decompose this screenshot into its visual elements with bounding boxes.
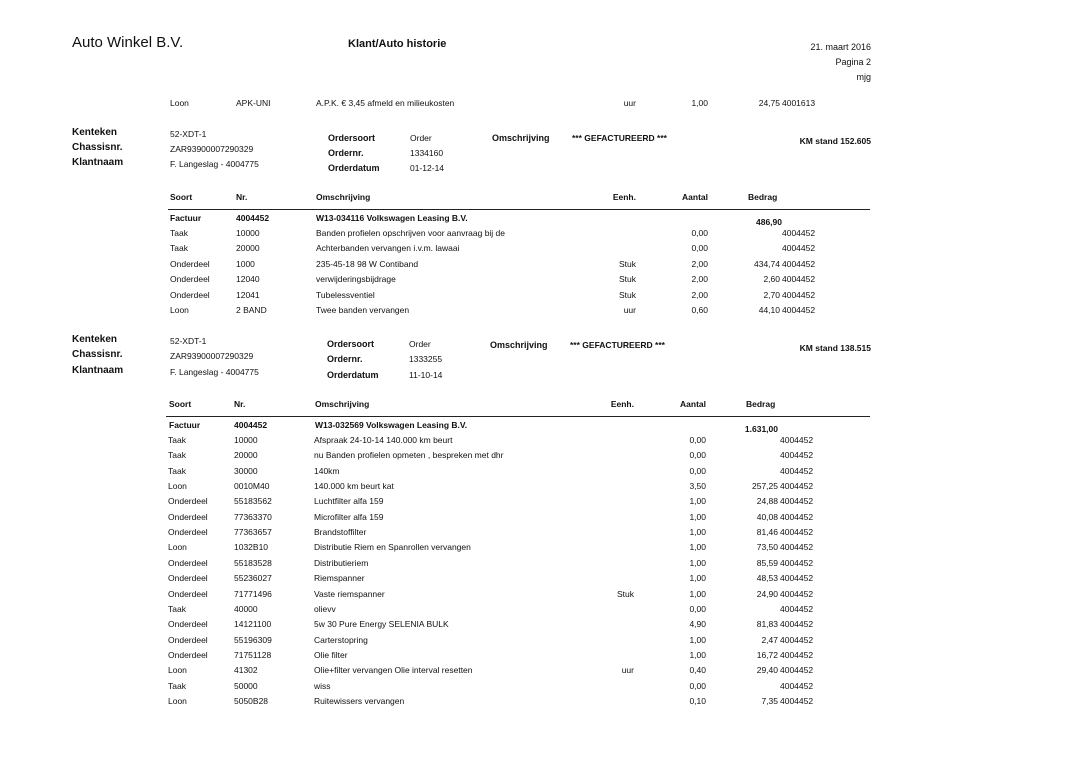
cell-factuurnr: 4004452 (780, 465, 814, 476)
cell-soort: Onderdeel (168, 588, 208, 599)
cell-nr: 10000 (236, 228, 260, 238)
cell-soort: Factuur (169, 420, 201, 430)
cell-aantal: 1,00 (689, 511, 706, 522)
header-divider (168, 209, 870, 210)
cell-bedrag: 81,46 (756, 527, 778, 538)
cell-soort: Onderdeel (168, 634, 208, 645)
cell-soort: Factuur (170, 213, 202, 223)
table-row (0, 290, 1074, 304)
carry-over-row (0, 98, 1074, 112)
cell-aantal: 1,00 (689, 573, 706, 584)
table-row (0, 650, 1072, 664)
cell-soort: Onderdeel (168, 573, 208, 584)
cell-nr: 50000 (234, 680, 258, 691)
cell-omschrijving: A.P.K. € 3,45 afmeld en milieukosten (316, 98, 455, 108)
col-omschrijving-header: Omschrijving (316, 192, 371, 202)
cell-factuurnr: 4004452 (780, 634, 814, 645)
cell-soort: Taak (168, 450, 186, 461)
ordersoort-label: Ordersoort (327, 339, 375, 349)
cell-factuurnr: 4004452 (780, 619, 814, 630)
cell-factuurnr: 4004452 (780, 527, 814, 538)
document-title: Klant/Auto historie (348, 38, 447, 50)
cell-omschrijving: Twee banden vervangen (316, 305, 410, 315)
table-row (0, 696, 1072, 710)
table-row (0, 665, 1072, 679)
cell-nr: 1032B10 (234, 542, 269, 553)
table-row (0, 604, 1072, 618)
cell-bedrag: 44,10 (758, 305, 780, 315)
col-nr-header: Nr. (236, 192, 248, 202)
cell-factuurnr: 4004452 (782, 305, 816, 315)
cell-aantal: 0,00 (689, 680, 706, 691)
cell-omschrijving: Ruitewissers vervangen (314, 695, 405, 706)
cell-aantal: 1,00 (689, 542, 706, 553)
ordernr-value: 1334160 (410, 148, 444, 158)
omschrijving-label: Omschrijving (492, 133, 550, 143)
cell-aantal: 0,00 (689, 603, 706, 614)
header-divider (166, 416, 870, 417)
cell-factuurnr: 4004452 (780, 481, 814, 492)
omschrijving-label: Omschrijving (490, 340, 548, 350)
cell-nr: 77363657 (234, 527, 272, 538)
table-row (0, 589, 1072, 603)
cell-aantal: 1,00 (689, 496, 706, 507)
table-row (0, 527, 1072, 541)
cell-omschrijving: Vaste riemspanner (314, 588, 385, 599)
cell-aantal: 0,00 (689, 465, 706, 476)
cell-factuurnr: 4004452 (782, 274, 816, 285)
cell-omschrijving: Olie+filter vervangen Olie interval resetten (314, 665, 473, 676)
cell-omschrijving: Microfilter alfa 159 (314, 511, 384, 522)
klantnaam-value: F. Langeslag - 4004775 (170, 159, 259, 169)
ordernr-label: Ordernr. (328, 148, 364, 158)
status-badge: *** GEFACTUREERD *** (570, 340, 665, 350)
cell-bedrag: 40,08 (756, 511, 778, 522)
ordersoort-value: Order (410, 133, 432, 143)
cell-nr: 4004452 (234, 420, 268, 430)
cell-soort: Loon (168, 481, 187, 492)
cell-aantal: 1,00 (689, 588, 706, 599)
cell-factuurnr: 4004452 (780, 680, 814, 691)
invoice-total: 486,90 (756, 217, 782, 227)
cell-nr: 55196309 (234, 634, 272, 645)
cell-eenheid: Stuk (618, 258, 636, 269)
table-header (0, 399, 1074, 413)
orderdatum-label: Orderdatum (328, 163, 380, 173)
cell-aantal: 4,90 (689, 619, 706, 630)
cell-bedrag: 257,25 (752, 481, 778, 492)
cell-omschrijving: Carterstopring (314, 634, 368, 645)
km-stand: KM stand 138.515 (799, 343, 871, 353)
cell-omschrijving: Riemspanner (314, 573, 365, 584)
cell-nr: 5050B28 (234, 695, 269, 706)
chassisnr-label: Chassisnr. (72, 142, 123, 153)
cell-soort: Taak (168, 603, 186, 614)
cell-factuurnr: 4001613 (782, 98, 816, 108)
cell-soort: Onderdeel (168, 649, 208, 660)
cell-factuurnr: 4004452 (780, 573, 814, 584)
table-row (0, 681, 1072, 695)
cell-omschrijving: olievv (314, 603, 336, 614)
cell-bedrag: 434,74 (754, 258, 780, 269)
cell-omschrijving: Distributie Riem en Spanrollen vervangen (314, 542, 471, 553)
company-name: Auto Winkel B.V. (72, 34, 184, 51)
cell-soort: Onderdeel (170, 258, 210, 269)
cell-omschrijving: Achterbanden vervangen i.v.m. lawaai (316, 243, 460, 254)
cell-bedrag: 24,75 (758, 98, 780, 108)
cell-aantal: 1,00 (689, 557, 706, 568)
cell-factuurnr: 4004452 (780, 588, 814, 599)
cell-nr: 4004452 (236, 213, 270, 223)
cell-omschrijving: 140.000 km beurt kat (314, 481, 394, 492)
table-row (0, 243, 1074, 257)
kenteken-label: Kenteken (72, 127, 118, 138)
cell-nr: 20000 (236, 243, 260, 254)
page-number: Pagina 2 (835, 57, 871, 67)
cell-omschrijving: 235-45-18 98 W Contiband (316, 258, 419, 269)
cell-nr: 55183562 (234, 496, 272, 507)
cell-aantal: 0,00 (689, 450, 706, 461)
table-row (0, 228, 1074, 242)
cell-bedrag: 85,59 (756, 557, 778, 568)
cell-nr: 40000 (234, 603, 258, 614)
cell-omschrijving: Olie filter (314, 649, 348, 660)
table-row (0, 259, 1074, 273)
cell-eenheid: Stuk (616, 588, 634, 599)
invoice-row (0, 420, 1074, 434)
orderdatum-value: 11-10-14 (409, 370, 443, 380)
km-stand: KM stand 152.605 (799, 136, 871, 146)
cell-factuurnr: 4004452 (782, 289, 816, 300)
cell-bedrag: 73,50 (756, 542, 778, 553)
cell-soort: Taak (170, 228, 188, 238)
cell-omschrijving: wiss (314, 680, 331, 691)
cell-eenheid: uur (623, 98, 636, 108)
cell-nr: 0010M40 (234, 481, 270, 492)
cell-omschrijving: Afspraak 24-10-14 140.000 km beurt (314, 435, 453, 445)
table-row (0, 558, 1072, 572)
col-soort-header: Soort (170, 192, 193, 202)
col-soort-header: Soort (169, 399, 192, 409)
cell-eenheid: uur (623, 305, 636, 315)
cell-soort: Onderdeel (168, 496, 208, 507)
klantnaam-label: Klantnaam (72, 365, 124, 376)
cell-factuurnr: 4004452 (780, 496, 814, 507)
table-row (0, 481, 1072, 495)
cell-omschrijving: Luchtfilter alfa 159 (314, 496, 384, 507)
cell-aantal: 1,00 (689, 527, 706, 538)
cell-nr: 1000 (236, 258, 255, 269)
cell-factuurnr: 4004452 (782, 228, 816, 238)
table-row (0, 635, 1072, 649)
cell-eenheid: Stuk (618, 274, 636, 285)
cell-omschrijving: 140km (314, 465, 340, 476)
cell-omschrijving: Distributieriem (314, 557, 369, 568)
cell-bedrag: 2,60 (763, 274, 780, 285)
cell-soort: Onderdeel (170, 289, 210, 300)
cell-soort: Loon (168, 542, 187, 553)
cell-nr: 12041 (236, 289, 260, 300)
cell-nr: 55236027 (234, 573, 272, 584)
orderdatum-label: Orderdatum (327, 370, 379, 380)
cell-soort: Onderdeel (168, 619, 208, 630)
col-bedrag-header: Bedrag (746, 399, 776, 409)
table-row (0, 305, 1074, 319)
print-date: 21. maart 2016 (810, 42, 871, 52)
ordersoort-label: Ordersoort (328, 133, 376, 143)
cell-aantal: 0,00 (689, 435, 706, 445)
table-row (0, 573, 1072, 587)
cell-nr: 71771496 (234, 588, 272, 599)
cell-aantal: 0,00 (691, 243, 708, 254)
cell-bedrag: 24,90 (756, 588, 778, 599)
cell-bedrag: 7,35 (761, 695, 778, 706)
kenteken-value: 52-XDT-1 (170, 336, 207, 346)
cell-factuurnr: 4004452 (780, 603, 814, 614)
col-eenheid-header: Eenh. (610, 399, 634, 409)
cell-factuurnr: 4004452 (780, 557, 814, 568)
cell-nr: 30000 (234, 465, 258, 476)
table-row (0, 435, 1072, 449)
cell-nr: 10000 (234, 435, 258, 445)
table-row (0, 619, 1072, 633)
cell-soort: Onderdeel (168, 557, 208, 568)
cell-factuurnr: 4004452 (780, 542, 814, 553)
cell-soort: Loon (168, 665, 187, 676)
cell-aantal: 1,00 (689, 634, 706, 645)
cell-factuurnr: 4004452 (780, 665, 814, 676)
col-bedrag-header: Bedrag (748, 192, 778, 202)
cell-nr: 41302 (234, 665, 258, 676)
cell-nr: 14121100 (234, 619, 272, 630)
cell-aantal: 2,00 (691, 274, 708, 285)
cell-nr: APK-UNI (236, 98, 271, 108)
cell-soort: Loon (168, 695, 187, 706)
cell-soort: Onderdeel (170, 274, 210, 285)
cell-aantal: 0,40 (689, 665, 706, 676)
ordersoort-value: Order (409, 339, 431, 349)
cell-nr: 71751128 (234, 649, 272, 660)
col-nr-header: Nr. (234, 399, 246, 409)
cell-aantal: 2,00 (691, 258, 708, 269)
cell-omschrijving: W13-032569 Volkswagen Leasing B.V. (315, 420, 468, 430)
cell-eenheid: uur (621, 665, 634, 676)
cell-factuurnr: 4004452 (780, 649, 814, 660)
orderdatum-value: 01-12-14 (410, 163, 445, 173)
col-aantal-header: Aantal (682, 192, 708, 202)
cell-nr: 20000 (234, 450, 258, 461)
cell-bedrag: 2,70 (763, 289, 780, 300)
chassisnr-label: Chassisnr. (72, 349, 123, 360)
col-aantal-header: Aantal (680, 399, 706, 409)
cell-bedrag: 48,53 (756, 573, 778, 584)
ordernr-label: Ordernr. (327, 354, 363, 364)
cell-bedrag: 24,88 (756, 496, 778, 507)
cell-aantal: 1,00 (691, 98, 708, 108)
table-row (0, 542, 1072, 556)
cell-omschrijving: Tubelessventiel (316, 289, 375, 300)
cell-omschrijving: W13-034116 Volkswagen Leasing B.V. (316, 213, 468, 223)
cell-soort: Loon (170, 98, 189, 108)
cell-omschrijving: verwijderingsbijdrage (316, 274, 396, 285)
table-row (0, 450, 1072, 464)
cell-nr: 77363370 (234, 511, 272, 522)
table-row (0, 496, 1072, 510)
klantnaam-value: F. Langeslag - 4004775 (170, 367, 259, 377)
cell-factuurnr: 4004452 (780, 435, 814, 445)
status-badge: *** GEFACTUREERD *** (572, 133, 667, 143)
klantnaam-label: Klantnaam (72, 157, 124, 168)
cell-bedrag: 16,72 (756, 649, 778, 660)
user-initials: mjg (856, 72, 871, 82)
cell-soort: Taak (168, 435, 186, 445)
table-row (0, 274, 1074, 288)
cell-nr: 2 BAND (236, 305, 267, 315)
kenteken-label: Kenteken (72, 334, 118, 345)
cell-omschrijving: Banden profielen opschrijven voor aanvraag bij de (316, 228, 506, 238)
cell-bedrag: 29,40 (756, 665, 778, 676)
cell-nr: 12040 (236, 274, 260, 285)
cell-soort: Taak (170, 243, 188, 254)
cell-soort: Onderdeel (168, 527, 208, 538)
cell-bedrag: 2,47 (761, 634, 778, 645)
cell-omschrijving: nu Banden profielen opmeten , bespreken met dhr (314, 450, 504, 461)
cell-bedrag: 81,83 (756, 619, 778, 630)
table-header (0, 192, 1074, 206)
cell-factuurnr: 4004452 (780, 511, 814, 522)
invoice-row (0, 213, 1074, 227)
cell-soort: Taak (168, 465, 186, 476)
chassisnr-value: ZAR93900007290329 (170, 351, 254, 361)
kenteken-value: 52-XDT-1 (170, 129, 207, 139)
cell-aantal: 0,60 (691, 305, 708, 315)
cell-factuurnr: 4004452 (782, 258, 816, 269)
cell-nr: 55183528 (234, 557, 272, 568)
table-row (0, 512, 1072, 526)
chassisnr-value: ZAR93900007290329 (170, 144, 254, 154)
cell-omschrijving: 5w 30 Pure Energy SELENIA BULK (314, 619, 449, 630)
cell-omschrijving: Brandstoffilter (314, 527, 367, 538)
cell-aantal: 0,00 (691, 228, 708, 238)
col-omschrijving-header: Omschrijving (315, 399, 370, 409)
cell-soort: Taak (168, 680, 186, 691)
cell-aantal: 1,00 (689, 649, 706, 660)
cell-soort: Loon (170, 305, 189, 315)
cell-factuurnr: 4004452 (780, 695, 814, 706)
col-eenheid-header: Eenh. (612, 192, 636, 202)
cell-aantal: 2,00 (691, 289, 708, 300)
cell-soort: Onderdeel (168, 511, 208, 522)
cell-aantal: 3,50 (689, 481, 706, 492)
ordernr-value: 1333255 (409, 354, 443, 364)
cell-factuurnr: 4004452 (782, 243, 816, 254)
cell-aantal: 0,10 (689, 695, 706, 706)
cell-factuurnr: 4004452 (780, 450, 814, 461)
table-row (0, 466, 1072, 480)
cell-eenheid: Stuk (618, 289, 636, 300)
invoice-total: 1.631,00 (744, 424, 778, 434)
